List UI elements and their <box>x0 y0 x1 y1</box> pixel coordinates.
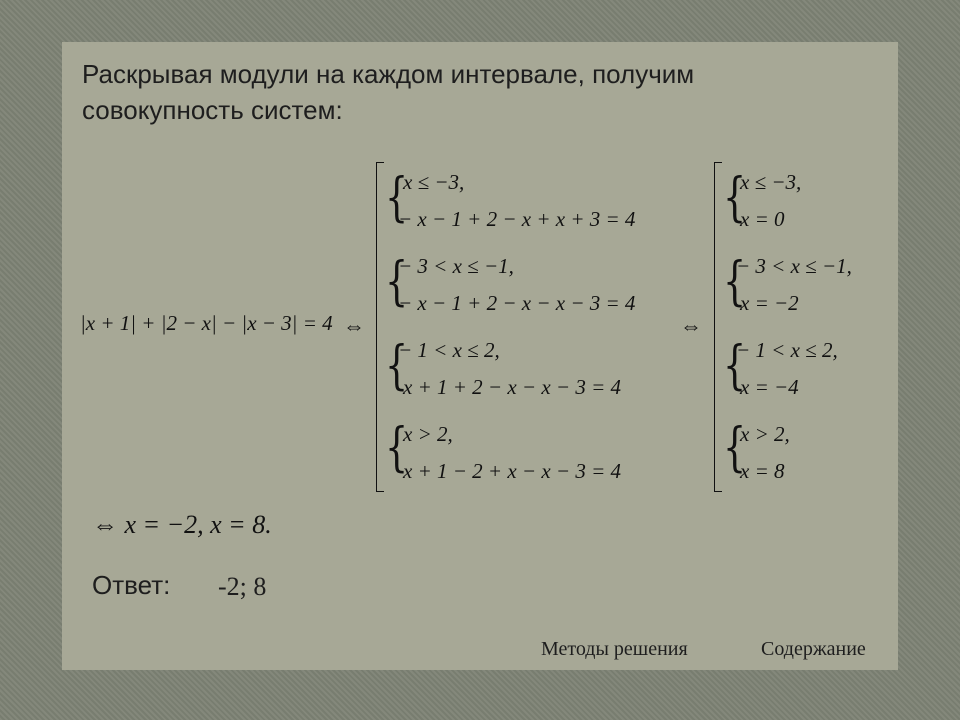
system-brace: { <box>722 336 747 396</box>
system-condition: x > 2, <box>403 422 453 446</box>
final-result: ⇔ x = −2, x = 8. <box>92 510 272 539</box>
collection-bracket-right <box>714 162 722 492</box>
system-result: x = −4 <box>740 375 799 399</box>
system-equation: − x − 1 + 2 − x − x − 3 = 4 <box>398 291 636 315</box>
equivalence-symbol-1: ⇔ <box>343 313 365 338</box>
methods-link[interactable]: Методы решения <box>541 638 688 660</box>
collection-bracket-middle <box>376 162 384 492</box>
system-result: x = 8 <box>740 459 785 483</box>
answer-label: Ответ: <box>92 570 171 600</box>
system-equation: x + 1 − 2 + x − x − 3 = 4 <box>403 459 621 483</box>
system-condition: − 3 < x ≤ −1, <box>736 254 852 278</box>
system-condition: − 3 < x ≤ −1, <box>398 254 514 278</box>
system-brace: { <box>384 336 409 396</box>
slide-heading <box>82 56 862 128</box>
system-brace: { <box>722 168 747 228</box>
system-condition: x ≤ −3, <box>403 170 465 194</box>
system-condition: − 1 < x ≤ 2, <box>398 338 500 362</box>
equivalence-symbol-2: ⇔ <box>680 313 702 338</box>
system-result: x = −2 <box>740 291 799 315</box>
contents-link[interactable]: Содержание <box>761 638 866 660</box>
system-equation: x + 1 + 2 − x − x − 3 = 4 <box>403 375 621 399</box>
system-condition: x ≤ −3, <box>740 170 802 194</box>
system-brace: { <box>722 418 747 478</box>
heading-line-1: Раскрывая модули на каждом интервале, получим <box>82 59 695 89</box>
system-result: x = 0 <box>740 207 785 231</box>
system-brace: { <box>722 252 747 312</box>
heading-line-2: совокупность систем: <box>82 95 343 125</box>
system-condition: x > 2, <box>740 422 790 446</box>
system-condition: − 1 < x ≤ 2, <box>736 338 838 362</box>
system-brace: { <box>384 252 409 312</box>
answer-value: -2; 8 <box>218 572 267 601</box>
modulus-equation: |x + 1| + |2 − x| − |x − 3| = 4 <box>80 311 333 335</box>
system-equation: − x − 1 + 2 − x + x + 3 = 4 <box>398 207 636 231</box>
system-brace: { <box>384 418 409 478</box>
system-brace: { <box>384 168 409 228</box>
